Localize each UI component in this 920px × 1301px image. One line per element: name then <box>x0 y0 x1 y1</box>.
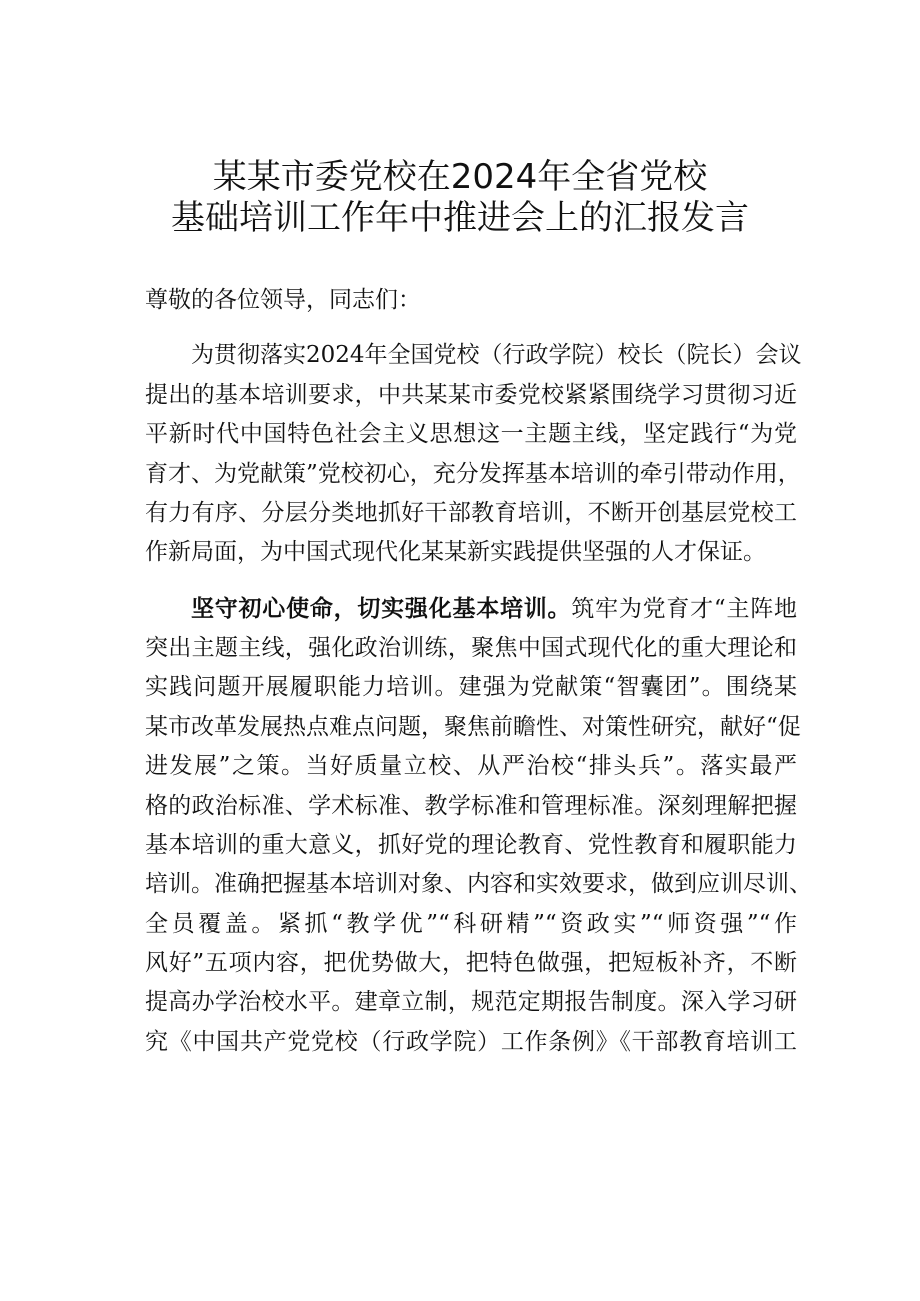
paragraph-line: 格的政治标准、学术标准、教学标准和管理标准。深刻理解把握 <box>145 793 797 819</box>
paragraph-line: 培训。准确把握基本培训对象、内容和实效要求，做到应训尽训、 <box>145 871 812 897</box>
paragraph-line: 实践问题开展履职能力培训。建强为党献策“智囊团”。围绕某 <box>145 674 797 700</box>
paragraph-line: 风好”五项内容，把优势做大，把特色做强，把短板补齐，不断 <box>145 950 797 976</box>
paragraph-line <box>191 594 797 624</box>
greeting: 尊敬的各位领导，同志们： <box>145 287 421 313</box>
paragraph-text: 筑牢为党育才“主阵地 <box>571 596 797 622</box>
paragraph-line: 为贯彻落实2024年全国党校（行政学院）校长（院长）会议 <box>191 342 802 368</box>
paragraph-heading: 坚守初心使命，切实强化基本培训。 <box>191 595 572 622</box>
paragraph-line: 全员覆盖。紧抓“教学优”“科研精”“资政实”“师资强”“作 <box>145 911 797 937</box>
paragraph-line: 提高办学治校水平。建章立制，规范定期报告制度。深入学习研 <box>145 989 797 1015</box>
document-title-line-1: 某某市委党校在2024年全省党校 <box>212 157 708 197</box>
paragraph-line: 基本培训的重大意义，抓好党的理论教育、党性教育和履职能力 <box>145 832 797 858</box>
paragraph-line: 某市改革发展热点难点问题，聚焦前瞻性、对策性研究，献好“促 <box>145 714 801 740</box>
paragraph-line: 有力有序、分层分类地抓好干部教育培训，不断开创基层党校工 <box>145 500 797 526</box>
document-title-line-2: 基础培训工作年中推进会上的汇报发言 <box>171 198 749 238</box>
paragraph-line: 突出主题主线，强化政治训练，聚焦中国式现代化的重大理论和 <box>145 635 797 661</box>
paragraph-line: 作新局面，为中国式现代化某某新实践提供坚强的人才保证。 <box>145 539 766 565</box>
paragraph-line: 究《中国共产党党校（行政学院）工作条例》《干部教育培训工 <box>145 1029 797 1055</box>
paragraph-line: 育才、为党献策”党校初心，充分发挥基本培训的牵引带动作用， <box>145 461 801 487</box>
paragraph-line: 进发展”之策。当好质量立校、从严治校“排头兵”。落实最严 <box>145 753 797 779</box>
paragraph-line: 平新时代中国特色社会主义思想这一主题主线，坚定践行“为党 <box>145 421 797 447</box>
paragraph-line: 提出的基本培训要求，中共某某市委党校紧紧围绕学习贯彻习近 <box>145 382 797 408</box>
